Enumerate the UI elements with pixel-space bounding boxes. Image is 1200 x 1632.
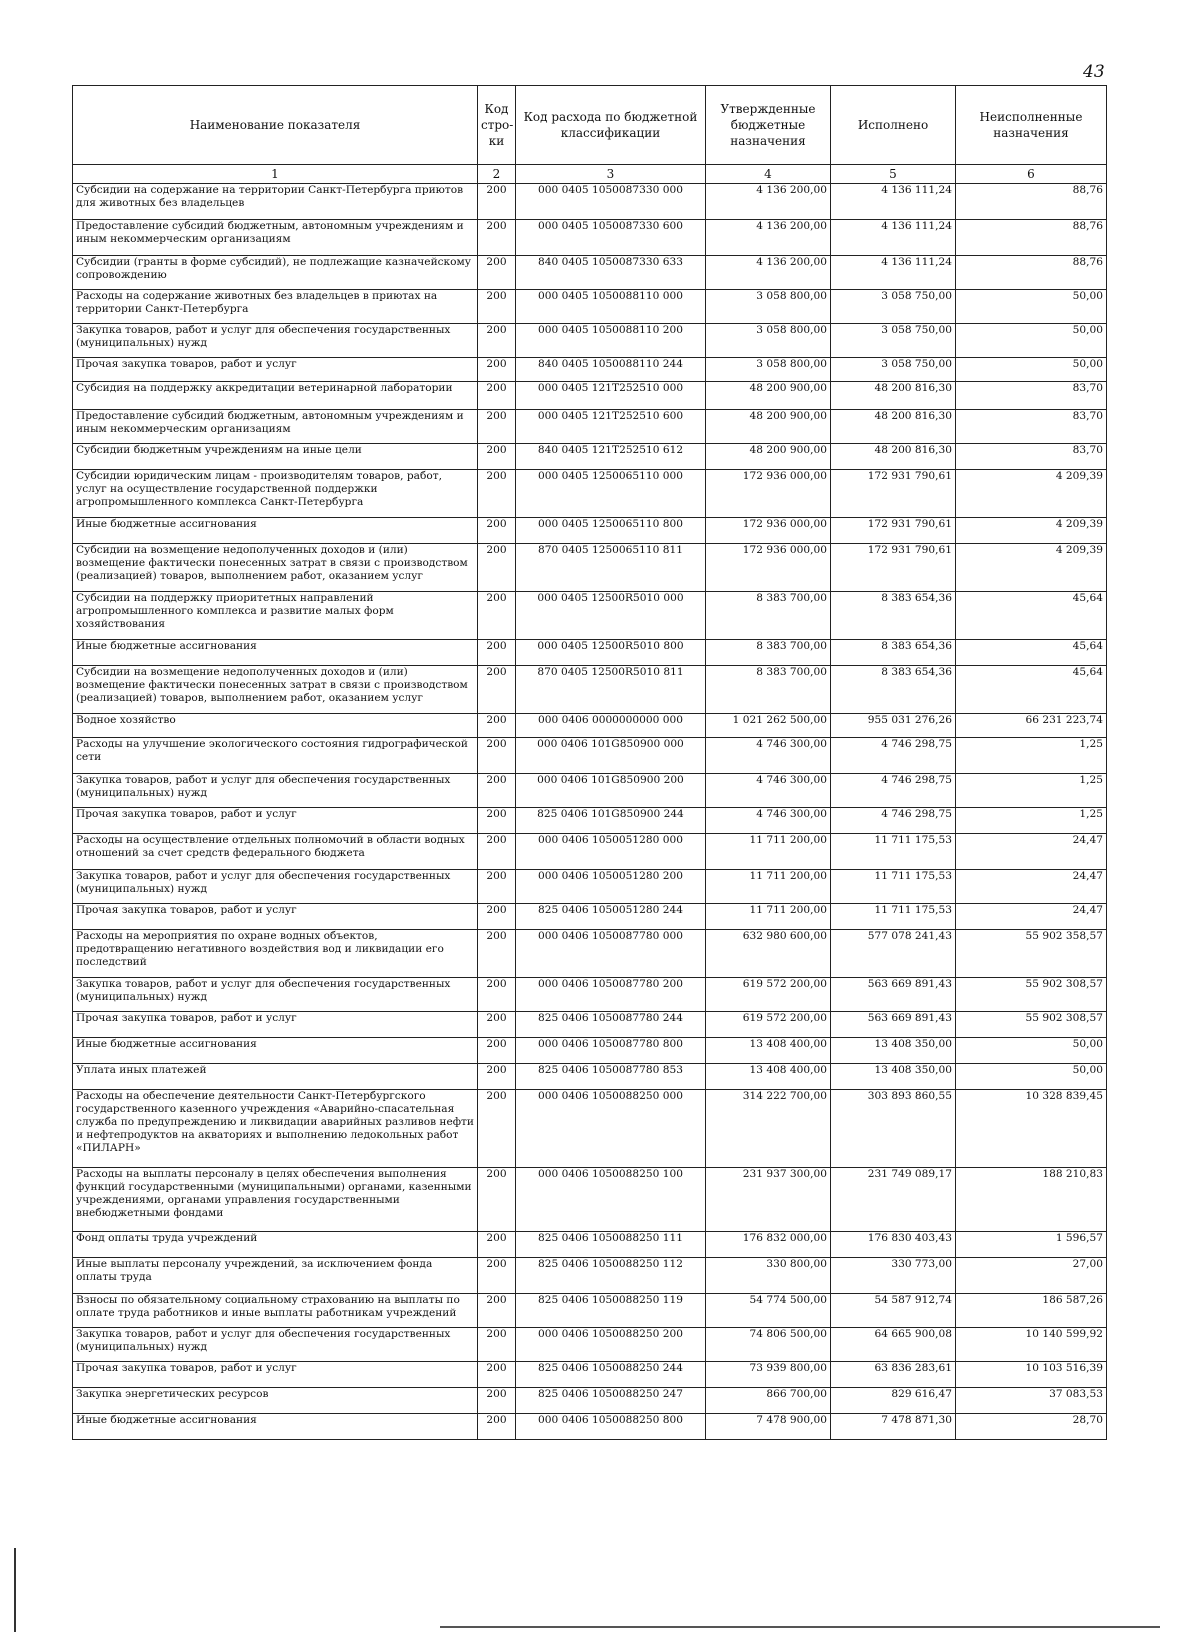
row-executed: 4 746 298,75 xyxy=(831,774,956,808)
row-name: Расходы на мероприятия по охране водных объектов, предотвращению негативного воздействия вод и ликвидации его последствий xyxy=(73,930,478,978)
table-row xyxy=(73,358,1107,382)
row-unexecuted: 83,70 xyxy=(956,382,1107,410)
row-executed: 7 478 871,30 xyxy=(831,1414,956,1440)
row-line-code: 200 xyxy=(478,592,516,640)
row-executed: 172 931 790,61 xyxy=(831,518,956,544)
row-executed: 13 408 350,00 xyxy=(831,1064,956,1090)
row-name: Закупка товаров, работ и услуг для обеспечения государственных (муниципальных) нужд xyxy=(73,1328,478,1362)
header-line-code: Код стро-ки xyxy=(478,86,516,165)
row-executed: 563 669 891,43 xyxy=(831,978,956,1012)
row-name: Расходы на улучшение экологического состояния гидрографической сети xyxy=(73,738,478,774)
row-line-code: 200 xyxy=(478,1038,516,1064)
row-executed: 4 746 298,75 xyxy=(831,738,956,774)
row-approved: 172 936 000,00 xyxy=(706,518,831,544)
table-row xyxy=(73,904,1107,930)
table-row xyxy=(73,978,1107,1012)
row-name: Субсидии бюджетным учреждениям на иные цели xyxy=(73,444,478,470)
row-approved: 3 058 800,00 xyxy=(706,358,831,382)
table-row xyxy=(73,1362,1107,1388)
row-executed: 577 078 241,43 xyxy=(831,930,956,978)
row-unexecuted: 28,70 xyxy=(956,1414,1107,1440)
row-line-code: 200 xyxy=(478,870,516,904)
row-approved: 74 806 500,00 xyxy=(706,1328,831,1362)
row-unexecuted: 24,47 xyxy=(956,870,1107,904)
column-number: 1 xyxy=(73,165,478,184)
row-executed: 8 383 654,36 xyxy=(831,592,956,640)
column-number: 6 xyxy=(956,165,1107,184)
row-budget-code: 000 0406 1050088250 800 xyxy=(516,1414,706,1440)
row-approved: 4 136 200,00 xyxy=(706,256,831,290)
row-approved: 73 939 800,00 xyxy=(706,1362,831,1388)
row-unexecuted: 4 209,39 xyxy=(956,518,1107,544)
row-approved: 8 383 700,00 xyxy=(706,666,831,714)
row-line-code: 200 xyxy=(478,1232,516,1258)
row-name: Расходы на обеспечение деятельности Санкт-Петербургского государственного казенного учреждения «Аварийно-спасательная служба по предупреждению и ликвидации аварийных разливов нефти и нефтепродуктов на акваториях и выполнению ледокольных работ «ПИЛАРН» xyxy=(73,1090,478,1168)
row-line-code: 200 xyxy=(478,290,516,324)
row-approved: 4 136 200,00 xyxy=(706,184,831,220)
row-approved: 48 200 900,00 xyxy=(706,410,831,444)
row-line-code: 200 xyxy=(478,324,516,358)
row-executed: 176 830 403,43 xyxy=(831,1232,956,1258)
row-line-code: 200 xyxy=(478,1064,516,1090)
table-row xyxy=(73,382,1107,410)
row-unexecuted: 55 902 308,57 xyxy=(956,978,1107,1012)
table-row xyxy=(73,640,1107,666)
row-line-code: 200 xyxy=(478,1294,516,1328)
row-executed: 8 383 654,36 xyxy=(831,640,956,666)
row-name: Закупка товаров, работ и услуг для обеспечения государственных (муниципальных) нужд xyxy=(73,870,478,904)
row-executed: 955 031 276,26 xyxy=(831,714,956,738)
row-budget-code: 825 0406 1050088250 244 xyxy=(516,1362,706,1388)
page-number: 43 xyxy=(1083,62,1105,82)
row-line-code: 200 xyxy=(478,774,516,808)
row-name: Субсидии на поддержку приоритетных направлений агропромышленного комплекса и развитие малых форм хозяйствования xyxy=(73,592,478,640)
row-approved: 176 832 000,00 xyxy=(706,1232,831,1258)
row-name: Расходы на осуществление отдельных полномочий в области водных отношений за счет средств федерального бюджета xyxy=(73,834,478,870)
row-unexecuted: 88,76 xyxy=(956,184,1107,220)
row-name: Прочая закупка товаров, работ и услуг xyxy=(73,808,478,834)
row-line-code: 200 xyxy=(478,1362,516,1388)
table-row xyxy=(73,220,1107,256)
table-row xyxy=(73,470,1107,518)
budget-execution-table xyxy=(72,85,1107,1440)
header-approved: Утвержденные бюджетные назначения xyxy=(706,86,831,165)
row-approved: 4 746 300,00 xyxy=(706,808,831,834)
row-unexecuted: 50,00 xyxy=(956,1038,1107,1064)
table-row xyxy=(73,1414,1107,1440)
row-line-code: 200 xyxy=(478,518,516,544)
row-line-code: 200 xyxy=(478,1328,516,1362)
table-row xyxy=(73,930,1107,978)
row-executed: 303 893 860,55 xyxy=(831,1090,956,1168)
row-unexecuted: 24,47 xyxy=(956,904,1107,930)
row-line-code: 200 xyxy=(478,930,516,978)
row-unexecuted: 50,00 xyxy=(956,290,1107,324)
row-budget-code: 000 0405 1050088110 200 xyxy=(516,324,706,358)
row-name: Закупка товаров, работ и услуг для обеспечения государственных (муниципальных) нужд xyxy=(73,774,478,808)
table-row xyxy=(73,410,1107,444)
row-name: Взносы по обязательному социальному страхованию на выплаты по оплате труда работников и иные выплаты работникам учреждений xyxy=(73,1294,478,1328)
row-unexecuted: 50,00 xyxy=(956,1064,1107,1090)
row-executed: 54 587 912,74 xyxy=(831,1294,956,1328)
row-name: Предоставление субсидий бюджетным, автономным учреждениям и иным некоммерческим организациям xyxy=(73,410,478,444)
row-name: Субсидии юридическим лицам - производителям товаров, работ, услуг на осуществление государственной поддержки агропромышленного комплекса Санкт-Петербурга xyxy=(73,470,478,518)
row-line-code: 200 xyxy=(478,640,516,666)
row-line-code: 200 xyxy=(478,544,516,592)
table-row xyxy=(73,666,1107,714)
header-executed: Исполнено xyxy=(831,86,956,165)
row-budget-code: 000 0406 1050087780 000 xyxy=(516,930,706,978)
table-row xyxy=(73,518,1107,544)
row-approved: 3 058 800,00 xyxy=(706,324,831,358)
row-unexecuted: 83,70 xyxy=(956,410,1107,444)
row-line-code: 200 xyxy=(478,1012,516,1038)
row-budget-code: 000 0406 1050088250 000 xyxy=(516,1090,706,1168)
table-row xyxy=(73,1168,1107,1232)
row-unexecuted: 1,25 xyxy=(956,808,1107,834)
row-name: Расходы на выплаты персоналу в целях обеспечения выполнения функций государственными (муниципальными) органами, казенными учреждениями, органами управления государственными внебюджетными фондами xyxy=(73,1168,478,1232)
row-name: Прочая закупка товаров, работ и услуг xyxy=(73,1012,478,1038)
row-line-code: 200 xyxy=(478,666,516,714)
row-approved: 3 058 800,00 xyxy=(706,290,831,324)
row-budget-code: 000 0406 1050087780 800 xyxy=(516,1038,706,1064)
row-name: Субсидия на поддержку аккредитации ветеринарной лаборатории xyxy=(73,382,478,410)
row-executed: 11 711 175,53 xyxy=(831,904,956,930)
row-name: Уплата иных платежей xyxy=(73,1064,478,1090)
row-budget-code: 000 0405 1050087330 000 xyxy=(516,184,706,220)
row-line-code: 200 xyxy=(478,808,516,834)
row-budget-code: 000 0406 1050051280 000 xyxy=(516,834,706,870)
row-name: Иные бюджетные ассигнования xyxy=(73,1038,478,1064)
row-approved: 4 746 300,00 xyxy=(706,738,831,774)
table-row xyxy=(73,324,1107,358)
row-unexecuted: 1,25 xyxy=(956,774,1107,808)
row-approved: 11 711 200,00 xyxy=(706,870,831,904)
row-executed: 4 136 111,24 xyxy=(831,184,956,220)
row-budget-code: 000 0405 121Т252510 600 xyxy=(516,410,706,444)
row-name: Расходы на содержание животных без владельцев в приютах на территории Санкт-Петербурга xyxy=(73,290,478,324)
table-row xyxy=(73,1064,1107,1090)
row-approved: 48 200 900,00 xyxy=(706,382,831,410)
row-unexecuted: 1,25 xyxy=(956,738,1107,774)
row-name: Иные бюджетные ассигнования xyxy=(73,640,478,666)
table-row xyxy=(73,290,1107,324)
table-row xyxy=(73,774,1107,808)
row-name: Иные бюджетные ассигнования xyxy=(73,1414,478,1440)
row-name: Закупка товаров, работ и услуг для обеспечения государственных (муниципальных) нужд xyxy=(73,978,478,1012)
column-number: 2 xyxy=(478,165,516,184)
row-name: Субсидии на содержание на территории Санкт-Петербурга приютов для животных без владельцев xyxy=(73,184,478,220)
row-name: Субсидии на возмещение недополученных доходов и (или) возмещение фактически понесенных затрат в связи с производством (реализацией) товаров, выполнением работ, оказанием услуг xyxy=(73,666,478,714)
row-unexecuted: 88,76 xyxy=(956,256,1107,290)
row-executed: 4 746 298,75 xyxy=(831,808,956,834)
scan-edge-mark xyxy=(14,1548,16,1632)
row-budget-code: 000 0405 1050088110 000 xyxy=(516,290,706,324)
row-unexecuted: 50,00 xyxy=(956,358,1107,382)
row-executed: 4 136 111,24 xyxy=(831,256,956,290)
row-approved: 48 200 900,00 xyxy=(706,444,831,470)
row-executed: 231 749 089,17 xyxy=(831,1168,956,1232)
row-executed: 330 773,00 xyxy=(831,1258,956,1294)
row-line-code: 200 xyxy=(478,410,516,444)
row-executed: 563 669 891,43 xyxy=(831,1012,956,1038)
row-approved: 54 774 500,00 xyxy=(706,1294,831,1328)
row-unexecuted: 186 587,26 xyxy=(956,1294,1107,1328)
table-row xyxy=(73,714,1107,738)
table-body xyxy=(73,184,1107,1440)
row-line-code: 200 xyxy=(478,1090,516,1168)
row-budget-code: 825 0406 1050088250 112 xyxy=(516,1258,706,1294)
row-name: Водное хозяйство xyxy=(73,714,478,738)
row-unexecuted: 83,70 xyxy=(956,444,1107,470)
row-unexecuted: 45,64 xyxy=(956,640,1107,666)
row-budget-code: 825 0406 101G850900 244 xyxy=(516,808,706,834)
row-budget-code: 870 0405 12500R5010 811 xyxy=(516,666,706,714)
table-row xyxy=(73,1294,1107,1328)
table-row xyxy=(73,834,1107,870)
row-approved: 13 408 400,00 xyxy=(706,1064,831,1090)
table-row xyxy=(73,808,1107,834)
row-line-code: 200 xyxy=(478,382,516,410)
row-executed: 48 200 816,30 xyxy=(831,444,956,470)
row-approved: 632 980 600,00 xyxy=(706,930,831,978)
row-executed: 64 665 900,08 xyxy=(831,1328,956,1362)
row-unexecuted: 10 103 516,39 xyxy=(956,1362,1107,1388)
header-row xyxy=(73,86,1107,165)
row-budget-code: 000 0406 1050088250 200 xyxy=(516,1328,706,1362)
row-approved: 314 222 700,00 xyxy=(706,1090,831,1168)
row-executed: 3 058 750,00 xyxy=(831,290,956,324)
row-unexecuted: 24,47 xyxy=(956,834,1107,870)
row-budget-code: 000 0405 121Т252510 000 xyxy=(516,382,706,410)
row-budget-code: 825 0406 1050088250 111 xyxy=(516,1232,706,1258)
row-name: Иные бюджетные ассигнования xyxy=(73,518,478,544)
row-line-code: 200 xyxy=(478,1414,516,1440)
row-budget-code: 000 0405 12500R5010 000 xyxy=(516,592,706,640)
row-budget-code: 840 0405 1050087330 633 xyxy=(516,256,706,290)
row-budget-code: 870 0405 1250065110 811 xyxy=(516,544,706,592)
row-name: Прочая закупка товаров, работ и услуг xyxy=(73,1362,478,1388)
table-row xyxy=(73,870,1107,904)
row-approved: 231 937 300,00 xyxy=(706,1168,831,1232)
row-line-code: 200 xyxy=(478,834,516,870)
row-unexecuted: 4 209,39 xyxy=(956,470,1107,518)
table-row xyxy=(73,1328,1107,1362)
header-unexecuted: Неисполненные назначения xyxy=(956,86,1107,165)
row-approved: 11 711 200,00 xyxy=(706,834,831,870)
row-executed: 3 058 750,00 xyxy=(831,358,956,382)
row-unexecuted: 45,64 xyxy=(956,666,1107,714)
row-approved: 8 383 700,00 xyxy=(706,592,831,640)
row-approved: 619 572 200,00 xyxy=(706,978,831,1012)
row-line-code: 200 xyxy=(478,220,516,256)
row-name: Закупка товаров, работ и услуг для обеспечения государственных (муниципальных) нужд xyxy=(73,324,478,358)
row-line-code: 200 xyxy=(478,256,516,290)
row-budget-code: 825 0406 1050051280 244 xyxy=(516,904,706,930)
row-name: Прочая закупка товаров, работ и услуг xyxy=(73,358,478,382)
row-approved: 172 936 000,00 xyxy=(706,544,831,592)
row-unexecuted: 50,00 xyxy=(956,324,1107,358)
row-budget-code: 840 0405 1050088110 244 xyxy=(516,358,706,382)
row-budget-code: 825 0406 1050087780 244 xyxy=(516,1012,706,1038)
row-budget-code: 825 0406 1050088250 119 xyxy=(516,1294,706,1328)
row-approved: 4 746 300,00 xyxy=(706,774,831,808)
row-line-code: 200 xyxy=(478,1168,516,1232)
row-approved: 172 936 000,00 xyxy=(706,470,831,518)
row-budget-code: 840 0405 121Т252510 612 xyxy=(516,444,706,470)
row-unexecuted: 1 596,57 xyxy=(956,1232,1107,1258)
row-executed: 48 200 816,30 xyxy=(831,410,956,444)
row-line-code: 200 xyxy=(478,358,516,382)
row-executed: 172 931 790,61 xyxy=(831,470,956,518)
row-name: Закупка энергетических ресурсов xyxy=(73,1388,478,1414)
row-line-code: 200 xyxy=(478,978,516,1012)
row-executed: 829 616,47 xyxy=(831,1388,956,1414)
row-line-code: 200 xyxy=(478,1258,516,1294)
row-unexecuted: 45,64 xyxy=(956,592,1107,640)
row-line-code: 200 xyxy=(478,470,516,518)
row-name: Предоставление субсидий бюджетным, автономным учреждениям и иным некоммерческим организациям xyxy=(73,220,478,256)
row-approved: 4 136 200,00 xyxy=(706,220,831,256)
column-number: 4 xyxy=(706,165,831,184)
row-budget-code: 000 0406 1050087780 200 xyxy=(516,978,706,1012)
table-row xyxy=(73,256,1107,290)
column-number: 5 xyxy=(831,165,956,184)
column-number: 3 xyxy=(516,165,706,184)
row-unexecuted: 4 209,39 xyxy=(956,544,1107,592)
row-budget-code: 825 0406 1050088250 247 xyxy=(516,1388,706,1414)
table-row xyxy=(73,738,1107,774)
row-approved: 11 711 200,00 xyxy=(706,904,831,930)
row-budget-code: 000 0406 101G850900 200 xyxy=(516,774,706,808)
table-row xyxy=(73,1258,1107,1294)
table-row xyxy=(73,444,1107,470)
row-name: Прочая закупка товаров, работ и услуг xyxy=(73,904,478,930)
column-number-row xyxy=(73,165,1107,184)
row-approved: 8 383 700,00 xyxy=(706,640,831,666)
row-unexecuted: 88,76 xyxy=(956,220,1107,256)
row-budget-code: 000 0406 1050051280 200 xyxy=(516,870,706,904)
row-unexecuted: 27,00 xyxy=(956,1258,1107,1294)
row-budget-code: 000 0405 1250065110 800 xyxy=(516,518,706,544)
row-unexecuted: 37 083,53 xyxy=(956,1388,1107,1414)
scan-bottom-line xyxy=(440,1626,1160,1628)
table-row xyxy=(73,1090,1107,1168)
table-row xyxy=(73,592,1107,640)
row-executed: 48 200 816,30 xyxy=(831,382,956,410)
row-approved: 7 478 900,00 xyxy=(706,1414,831,1440)
row-budget-code: 000 0405 1250065110 000 xyxy=(516,470,706,518)
row-name: Субсидии (гранты в форме субсидий), не подлежащие казначейскому сопровождению xyxy=(73,256,478,290)
table-row xyxy=(73,1012,1107,1038)
row-executed: 8 383 654,36 xyxy=(831,666,956,714)
table-row xyxy=(73,1038,1107,1064)
row-unexecuted: 66 231 223,74 xyxy=(956,714,1107,738)
row-line-code: 200 xyxy=(478,738,516,774)
table-row xyxy=(73,544,1107,592)
row-budget-code: 000 0406 0000000000 000 xyxy=(516,714,706,738)
row-line-code: 200 xyxy=(478,714,516,738)
row-approved: 866 700,00 xyxy=(706,1388,831,1414)
row-executed: 13 408 350,00 xyxy=(831,1038,956,1064)
row-executed: 11 711 175,53 xyxy=(831,834,956,870)
row-executed: 11 711 175,53 xyxy=(831,870,956,904)
row-budget-code: 000 0406 1050088250 100 xyxy=(516,1168,706,1232)
row-budget-code: 000 0406 101G850900 000 xyxy=(516,738,706,774)
row-budget-code: 000 0405 1050087330 600 xyxy=(516,220,706,256)
row-name: Фонд оплаты труда учреждений xyxy=(73,1232,478,1258)
row-unexecuted: 55 902 358,57 xyxy=(956,930,1107,978)
row-executed: 3 058 750,00 xyxy=(831,324,956,358)
row-executed: 63 836 283,61 xyxy=(831,1362,956,1388)
row-approved: 1 021 262 500,00 xyxy=(706,714,831,738)
row-name: Субсидии на возмещение недополученных доходов и (или) возмещение фактически понесенных затрат в связи с производством (реализацией) товаров, выполнением работ, оказанием услуг xyxy=(73,544,478,592)
row-executed: 4 136 111,24 xyxy=(831,220,956,256)
table-row xyxy=(73,184,1107,220)
row-name: Иные выплаты персоналу учреждений, за исключением фонда оплаты труда xyxy=(73,1258,478,1294)
row-line-code: 200 xyxy=(478,904,516,930)
row-approved: 330 800,00 xyxy=(706,1258,831,1294)
row-budget-code: 825 0406 1050087780 853 xyxy=(516,1064,706,1090)
row-line-code: 200 xyxy=(478,184,516,220)
row-unexecuted: 10 328 839,45 xyxy=(956,1090,1107,1168)
row-unexecuted: 55 902 308,57 xyxy=(956,1012,1107,1038)
row-unexecuted: 188 210,83 xyxy=(956,1168,1107,1232)
row-executed: 172 931 790,61 xyxy=(831,544,956,592)
header-budget-code: Код расхода по бюджетной классификации xyxy=(516,86,706,165)
row-unexecuted: 10 140 599,92 xyxy=(956,1328,1107,1362)
row-approved: 619 572 200,00 xyxy=(706,1012,831,1038)
table-row xyxy=(73,1388,1107,1414)
row-line-code: 200 xyxy=(478,1388,516,1414)
row-approved: 13 408 400,00 xyxy=(706,1038,831,1064)
row-line-code: 200 xyxy=(478,444,516,470)
row-budget-code: 000 0405 12500R5010 800 xyxy=(516,640,706,666)
header-name: Наименование показателя xyxy=(73,86,478,165)
table-row xyxy=(73,1232,1107,1258)
